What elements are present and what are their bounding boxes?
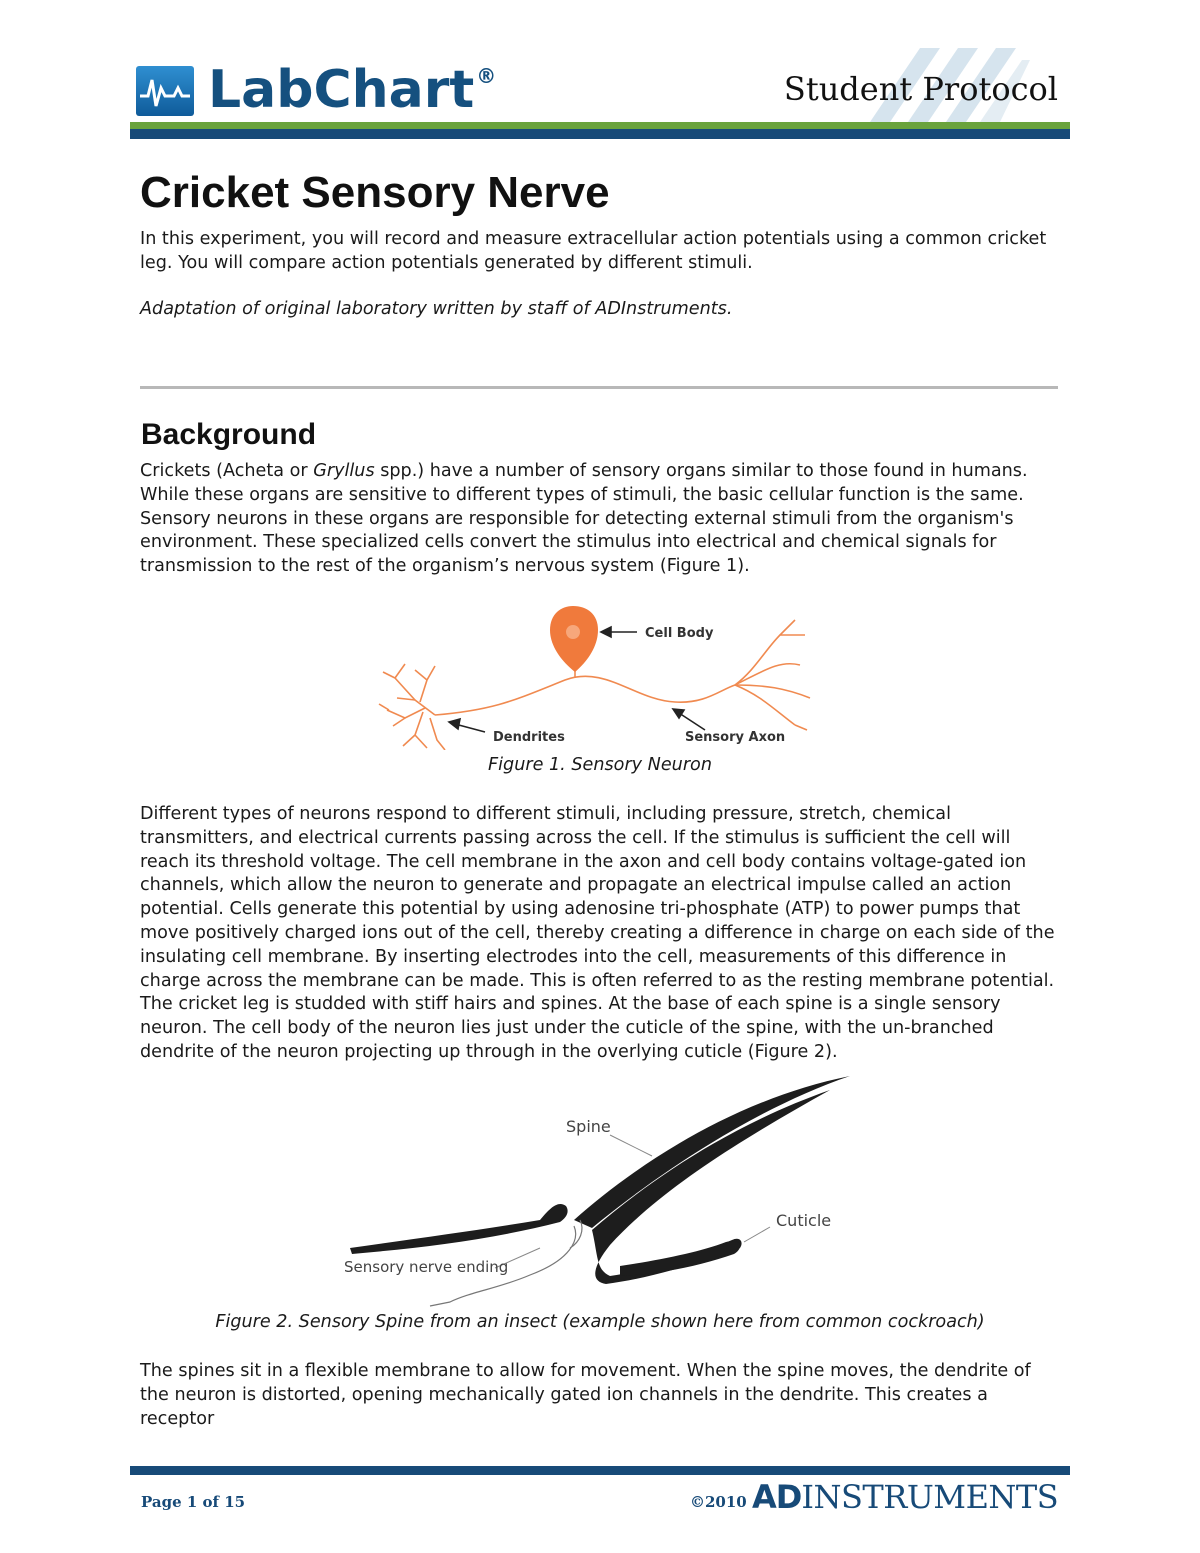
header-rule-blue (130, 129, 1070, 139)
sensory-spine-figure (330, 1070, 870, 1310)
header-rule-green (130, 122, 1070, 129)
adinstruments-logo: ADINSTRUMENTS (752, 1478, 1059, 1516)
attribution-text: Adaptation of original laboratory written by staff of ADInstruments. (140, 299, 733, 319)
footer-rule (130, 1466, 1070, 1475)
section-divider (140, 386, 1058, 389)
intro-paragraph: In this experiment, you will record and measure extracellular action potentials using a common cricket leg. You will compare action potentials generated by different stimuli. (140, 229, 1047, 273)
copyright-year: ©2010 (690, 1493, 747, 1511)
page-number: Page 1 of 15 (141, 1493, 246, 1511)
figure-1-caption: Figure 1. Sensory Neuron (488, 755, 712, 775)
cuticle-label: Cuticle (776, 1211, 832, 1230)
sensory-nerve-ending-label: Sensory nerve ending (344, 1258, 509, 1276)
spine-label: Spine (566, 1117, 611, 1136)
cell-body-shape (550, 606, 598, 672)
document-type-label: Student Protocol (783, 70, 1058, 108)
figure-2-caption: Figure 2. Sensory Spine from an insect (example shown here from common cockroach) (215, 1312, 985, 1332)
sensory-neuron-figure (375, 600, 825, 750)
background-paragraph-3: The spines sit in a flexible membrane to allow for movement. When the spine moves, the dendrite of the neuron is distorted, opening mechanically gated ion channels in the dendrite. This creates a receptor (140, 1361, 1031, 1429)
background-heading: Background (141, 418, 317, 451)
sensory-axon-label: Sensory Axon (685, 730, 786, 745)
labchart-logo (136, 60, 566, 120)
dendrites-label: Dendrites (493, 730, 565, 745)
cell-body-label: Cell Body (645, 626, 714, 641)
logo-wordmark: LabChart ® (208, 60, 497, 120)
background-paragraph-1: Crickets (Acheta or Gryllus spp.) have a number of sensory organs similar to those found in humans. While these organs are sensitive to different types of stimuli, the basic cellular function is the same. Sensory neurons in these organs are responsible for detecting external stimuli from the organism's environment. These specialized cells convert the stimulus into electrical and chemical signals for transmission to the rest of the organism’s nervous system (Figure 1). (140, 461, 1028, 577)
page-title: Cricket Sensory Nerve (140, 168, 610, 217)
waveform-logo-icon (136, 66, 196, 116)
background-paragraph-2: Different types of neurons respond to different stimuli, including pressure, stretch, chemical transmitters, and electrical currents passing across the cell. If the stimulus is sufficient the cell will reach its threshold voltage. The cell membrane in the axon and cell body contains voltage-gated ion channels, which allow the neuron to generate and propagate an electrical impulse called an action potential. Cells generate this potential by using adenosine tri-phosphate (ATP) to power pumps that move positively charged ions out of the cell, thereby creating a difference in charge on each side of the insulating cell membrane. By inserting electrodes into the cell, measurements of this difference in charge across the membrane can be made. This is often referred to as the resting membrane potential. The cricket leg is studded with stiff hairs and spines. At the base of each spine is a single sensory neuron. The cell body of the neuron lies just under the cuticle of the spine, with the un-branched dendrite of the neuron projecting up through in the overlying cuticle (Figure 2). (140, 804, 1055, 1062)
